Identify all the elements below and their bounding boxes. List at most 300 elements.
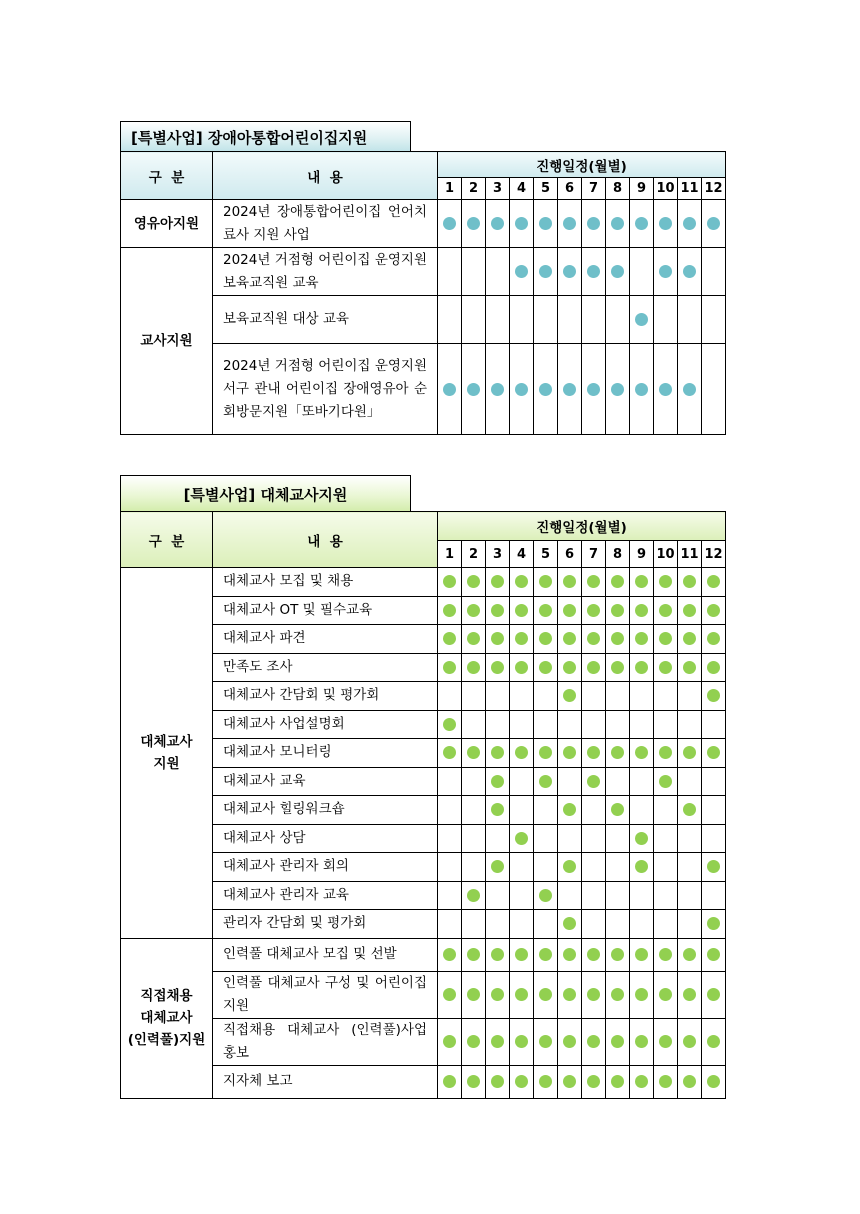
schedule-dot-icon: [707, 575, 720, 588]
month-cell: [534, 739, 558, 768]
row-category: 대체교사 지원: [121, 568, 213, 939]
schedule-dot-icon: [515, 217, 528, 230]
schedule-dot-icon: [563, 917, 576, 930]
schedule-dot-icon: [443, 746, 456, 759]
schedule-dot-icon: [563, 575, 576, 588]
schedule-dot-icon: [683, 948, 696, 961]
month-cell: [486, 568, 510, 597]
month-cell: [630, 344, 654, 435]
month-cell: [510, 296, 534, 344]
schedule-dot-icon: [563, 265, 576, 278]
schedule-dot-icon: [659, 604, 672, 617]
schedule-dot-icon: [587, 948, 600, 961]
schedule-dot-icon: [515, 383, 528, 396]
month-cell: [462, 344, 486, 435]
month-cell: [678, 881, 702, 910]
month-header: 6: [558, 541, 582, 568]
month-cell: [606, 971, 630, 1018]
month-cell: [654, 653, 678, 682]
schedule-dot-icon: [539, 217, 552, 230]
month-cell: [654, 296, 678, 344]
month-cell: [678, 1018, 702, 1065]
month-cell: [606, 344, 630, 435]
month-cell: [606, 625, 630, 654]
month-header: 10: [654, 541, 678, 568]
month-cell: [462, 1018, 486, 1065]
header-content: 내 용: [213, 512, 438, 568]
month-cell: [630, 710, 654, 739]
schedule-dot-icon: [563, 217, 576, 230]
month-cell: [582, 682, 606, 711]
schedule-dot-icon: [683, 746, 696, 759]
month-cell: [462, 200, 486, 248]
month-cell: [510, 682, 534, 711]
month-cell: [438, 824, 462, 853]
schedule-dot-icon: [443, 383, 456, 396]
schedule-dot-icon: [443, 1035, 456, 1048]
month-cell: [558, 1018, 582, 1065]
month-cell: [486, 625, 510, 654]
month-cell: [438, 296, 462, 344]
schedule-dot-icon: [539, 988, 552, 1001]
month-cell: [486, 248, 510, 296]
schedule-dot-icon: [587, 661, 600, 674]
schedule-dot-icon: [491, 383, 504, 396]
schedule-dot-icon: [587, 632, 600, 645]
month-cell: [462, 1065, 486, 1098]
month-cell: [702, 910, 726, 939]
month-cell: [582, 568, 606, 597]
month-cell: [510, 824, 534, 853]
month-cell: [558, 796, 582, 825]
schedule-dot-icon: [539, 265, 552, 278]
schedule-dot-icon: [611, 988, 624, 1001]
schedule-table-substitute-teacher: [120, 511, 726, 1099]
schedule-dot-icon: [563, 746, 576, 759]
schedule-dot-icon: [683, 803, 696, 816]
month-cell: [558, 248, 582, 296]
month-header: 2: [462, 178, 486, 200]
month-cell: [606, 1065, 630, 1098]
month-cell: [438, 344, 462, 435]
schedule-dot-icon: [659, 661, 672, 674]
month-cell: [510, 200, 534, 248]
schedule-dot-icon: [635, 746, 648, 759]
schedule-dot-icon: [659, 383, 672, 396]
month-cell: [582, 796, 606, 825]
month-cell: [534, 1065, 558, 1098]
month-cell: [534, 910, 558, 939]
month-cell: [606, 824, 630, 853]
month-cell: [630, 625, 654, 654]
month-cell: [606, 910, 630, 939]
month-cell: [678, 853, 702, 882]
month-cell: [534, 625, 558, 654]
schedule-dot-icon: [491, 632, 504, 645]
month-cell: [438, 1065, 462, 1098]
month-cell: [486, 296, 510, 344]
schedule-dot-icon: [539, 746, 552, 759]
month-cell: [630, 881, 654, 910]
schedule-dot-icon: [683, 1075, 696, 1088]
month-cell: [486, 767, 510, 796]
month-cell: [558, 910, 582, 939]
month-cell: [654, 853, 678, 882]
row-content: 대체교사 관리자 교육: [213, 881, 438, 910]
schedule-dot-icon: [539, 948, 552, 961]
month-cell: [462, 971, 486, 1018]
month-cell: [510, 568, 534, 597]
month-cell: [582, 653, 606, 682]
schedule-dot-icon: [611, 632, 624, 645]
schedule-dot-icon: [707, 689, 720, 702]
month-cell: [534, 971, 558, 1018]
month-cell: [606, 1018, 630, 1065]
month-cell: [582, 200, 606, 248]
month-cell: [582, 596, 606, 625]
schedule-dot-icon: [587, 575, 600, 588]
schedule-dot-icon: [611, 1035, 624, 1048]
month-cell: [534, 344, 558, 435]
row-content: 직접채용 대체교사 (인력풀)사업 홍보: [213, 1018, 438, 1065]
schedule-dot-icon: [707, 1035, 720, 1048]
month-cell: [630, 653, 654, 682]
month-header: 3: [486, 541, 510, 568]
schedule-dot-icon: [467, 889, 480, 902]
month-cell: [630, 938, 654, 971]
schedule-dot-icon: [443, 1075, 456, 1088]
schedule-dot-icon: [659, 775, 672, 788]
month-cell: [462, 739, 486, 768]
month-cell: [702, 296, 726, 344]
month-cell: [462, 910, 486, 939]
schedule-dot-icon: [539, 383, 552, 396]
schedule-dot-icon: [707, 661, 720, 674]
month-cell: [486, 682, 510, 711]
month-header: 5: [534, 541, 558, 568]
schedule-dot-icon: [683, 661, 696, 674]
schedule-dot-icon: [635, 832, 648, 845]
schedule-dot-icon: [491, 860, 504, 873]
month-cell: [654, 596, 678, 625]
row-content: 대체교사 사업설명회: [213, 710, 438, 739]
schedule-dot-icon: [491, 775, 504, 788]
month-cell: [654, 568, 678, 597]
schedule-dot-icon: [491, 575, 504, 588]
schedule-dot-icon: [443, 948, 456, 961]
month-cell: [654, 200, 678, 248]
schedule-dot-icon: [659, 217, 672, 230]
month-header: 9: [630, 178, 654, 200]
schedule-dot-icon: [707, 948, 720, 961]
month-header: 8: [606, 541, 630, 568]
month-cell: [558, 1065, 582, 1098]
month-header: 5: [534, 178, 558, 200]
month-cell: [678, 796, 702, 825]
month-cell: [678, 682, 702, 711]
month-cell: [654, 767, 678, 796]
month-cell: [462, 682, 486, 711]
month-cell: [678, 296, 702, 344]
month-cell: [486, 910, 510, 939]
month-cell: [654, 881, 678, 910]
schedule-dot-icon: [635, 313, 648, 326]
month-cell: [510, 796, 534, 825]
schedule-dot-icon: [491, 1035, 504, 1048]
month-cell: [438, 767, 462, 796]
month-cell: [630, 1018, 654, 1065]
schedule-dot-icon: [635, 661, 648, 674]
schedule-dot-icon: [635, 217, 648, 230]
month-cell: [510, 596, 534, 625]
schedule-dot-icon: [611, 383, 624, 396]
month-cell: [702, 200, 726, 248]
schedule-dot-icon: [707, 988, 720, 1001]
schedule-dot-icon: [563, 803, 576, 816]
schedule-dot-icon: [611, 746, 624, 759]
row-content: 2024년 거점형 어린이집 운영지원 서구 관내 어린이집 장애영유아 순회방문지원「또바기다원」: [213, 344, 438, 435]
month-cell: [510, 248, 534, 296]
month-cell: [702, 739, 726, 768]
row-content: 인력풀 대체교사 구성 및 어린이집 지원: [213, 971, 438, 1018]
schedule-dot-icon: [611, 575, 624, 588]
schedule-dot-icon: [515, 832, 528, 845]
month-cell: [510, 344, 534, 435]
month-cell: [654, 710, 678, 739]
month-cell: [702, 1065, 726, 1098]
schedule-dot-icon: [467, 217, 480, 230]
month-cell: [534, 938, 558, 971]
month-cell: [438, 625, 462, 654]
schedule-dot-icon: [467, 575, 480, 588]
month-cell: [654, 682, 678, 711]
month-cell: [582, 881, 606, 910]
schedule-dot-icon: [467, 948, 480, 961]
month-cell: [702, 881, 726, 910]
row-category: 교사지원: [121, 248, 213, 435]
month-cell: [438, 710, 462, 739]
month-cell: [510, 938, 534, 971]
month-cell: [654, 344, 678, 435]
schedule-dot-icon: [515, 1075, 528, 1088]
schedule-dot-icon: [515, 575, 528, 588]
schedule-dot-icon: [515, 1035, 528, 1048]
month-cell: [582, 910, 606, 939]
month-cell: [582, 853, 606, 882]
month-cell: [630, 682, 654, 711]
month-cell: [558, 971, 582, 1018]
month-cell: [438, 1018, 462, 1065]
month-cell: [558, 296, 582, 344]
month-cell: [630, 910, 654, 939]
schedule-dot-icon: [659, 948, 672, 961]
schedule-dot-icon: [491, 661, 504, 674]
month-header: 11: [678, 178, 702, 200]
month-cell: [582, 767, 606, 796]
schedule-dot-icon: [539, 1035, 552, 1048]
month-cell: [486, 796, 510, 825]
month-cell: [678, 971, 702, 1018]
month-cell: [558, 824, 582, 853]
month-cell: [702, 248, 726, 296]
schedule-dot-icon: [659, 265, 672, 278]
month-cell: [534, 824, 558, 853]
month-cell: [486, 200, 510, 248]
month-header: 8: [606, 178, 630, 200]
schedule-dot-icon: [467, 383, 480, 396]
month-cell: [558, 568, 582, 597]
month-header: 7: [582, 541, 606, 568]
month-cell: [702, 653, 726, 682]
month-cell: [534, 881, 558, 910]
month-cell: [486, 344, 510, 435]
schedule-dot-icon: [707, 746, 720, 759]
schedule-dot-icon: [587, 604, 600, 617]
schedule-dot-icon: [539, 575, 552, 588]
month-cell: [486, 710, 510, 739]
month-cell: [462, 568, 486, 597]
row-content: 대체교사 교육: [213, 767, 438, 796]
month-cell: [534, 710, 558, 739]
schedule-dot-icon: [467, 1075, 480, 1088]
schedule-dot-icon: [659, 746, 672, 759]
month-header: 1: [438, 178, 462, 200]
month-cell: [582, 971, 606, 1018]
schedule-dot-icon: [443, 604, 456, 617]
schedule-dot-icon: [539, 889, 552, 902]
row-category: 영유아지원: [121, 200, 213, 248]
month-cell: [438, 971, 462, 1018]
month-cell: [606, 248, 630, 296]
month-cell: [582, 1018, 606, 1065]
schedule-dot-icon: [635, 860, 648, 873]
row-content: 만족도 조사: [213, 653, 438, 682]
month-cell: [654, 1018, 678, 1065]
month-cell: [702, 710, 726, 739]
schedule-dot-icon: [491, 604, 504, 617]
table-row: [121, 248, 726, 296]
month-cell: [462, 853, 486, 882]
schedule-dot-icon: [539, 604, 552, 617]
schedule-dot-icon: [659, 988, 672, 1001]
month-cell: [486, 739, 510, 768]
schedule-dot-icon: [491, 803, 504, 816]
month-cell: [606, 200, 630, 248]
month-header: 3: [486, 178, 510, 200]
month-cell: [510, 739, 534, 768]
month-cell: [558, 653, 582, 682]
schedule-dot-icon: [491, 746, 504, 759]
row-content: 대체교사 OT 및 필수교육: [213, 596, 438, 625]
schedule-dot-icon: [563, 661, 576, 674]
schedule-dot-icon: [611, 604, 624, 617]
month-cell: [510, 910, 534, 939]
schedule-dot-icon: [563, 689, 576, 702]
month-cell: [678, 344, 702, 435]
schedule-dot-icon: [659, 1035, 672, 1048]
header-schedule: 진행일정(월별): [438, 512, 726, 541]
schedule-dot-icon: [563, 860, 576, 873]
month-cell: [702, 596, 726, 625]
month-cell: [606, 739, 630, 768]
month-cell: [510, 881, 534, 910]
schedule-dot-icon: [635, 604, 648, 617]
month-cell: [534, 653, 558, 682]
month-cell: [630, 767, 654, 796]
month-cell: [654, 248, 678, 296]
month-cell: [606, 568, 630, 597]
row-content: 보육교직원 대상 교육: [213, 296, 438, 344]
month-cell: [534, 200, 558, 248]
month-header: 11: [678, 541, 702, 568]
month-cell: [654, 796, 678, 825]
month-cell: [606, 710, 630, 739]
month-cell: [654, 971, 678, 1018]
month-header: 4: [510, 178, 534, 200]
schedule-dot-icon: [563, 383, 576, 396]
schedule-dot-icon: [467, 746, 480, 759]
month-cell: [534, 1018, 558, 1065]
schedule-dot-icon: [515, 604, 528, 617]
month-cell: [486, 971, 510, 1018]
schedule-dot-icon: [491, 988, 504, 1001]
row-content: 인력풀 대체교사 모집 및 선발: [213, 938, 438, 971]
schedule-dot-icon: [515, 988, 528, 1001]
schedule-dot-icon: [683, 604, 696, 617]
schedule-dot-icon: [515, 632, 528, 645]
month-cell: [630, 824, 654, 853]
schedule-dot-icon: [611, 217, 624, 230]
month-cell: [462, 248, 486, 296]
schedule-dot-icon: [563, 604, 576, 617]
schedule-dot-icon: [611, 803, 624, 816]
header-category: 구 분: [121, 512, 213, 568]
month-cell: [462, 881, 486, 910]
schedule-dot-icon: [587, 383, 600, 396]
month-cell: [510, 1065, 534, 1098]
month-cell: [534, 568, 558, 597]
row-content: 대체교사 상담: [213, 824, 438, 853]
schedule-dot-icon: [539, 775, 552, 788]
month-cell: [702, 1018, 726, 1065]
schedule-dot-icon: [707, 1075, 720, 1088]
month-cell: [558, 625, 582, 654]
month-cell: [582, 248, 606, 296]
month-cell: [462, 625, 486, 654]
header-schedule: 진행일정(월별): [438, 152, 726, 178]
schedule-dot-icon: [467, 1035, 480, 1048]
schedule-dot-icon: [587, 988, 600, 1001]
month-cell: [438, 910, 462, 939]
month-cell: [438, 796, 462, 825]
schedule-dot-icon: [683, 988, 696, 1001]
schedule-dot-icon: [659, 1075, 672, 1088]
month-cell: [486, 881, 510, 910]
schedule-dot-icon: [443, 575, 456, 588]
month-cell: [678, 739, 702, 768]
month-cell: [558, 853, 582, 882]
month-cell: [510, 653, 534, 682]
schedule-dot-icon: [635, 1075, 648, 1088]
month-cell: [702, 568, 726, 597]
month-cell: [558, 739, 582, 768]
schedule-dot-icon: [491, 1075, 504, 1088]
schedule-dot-icon: [443, 661, 456, 674]
month-cell: [702, 824, 726, 853]
month-cell: [582, 824, 606, 853]
month-cell: [702, 625, 726, 654]
month-cell: [582, 710, 606, 739]
